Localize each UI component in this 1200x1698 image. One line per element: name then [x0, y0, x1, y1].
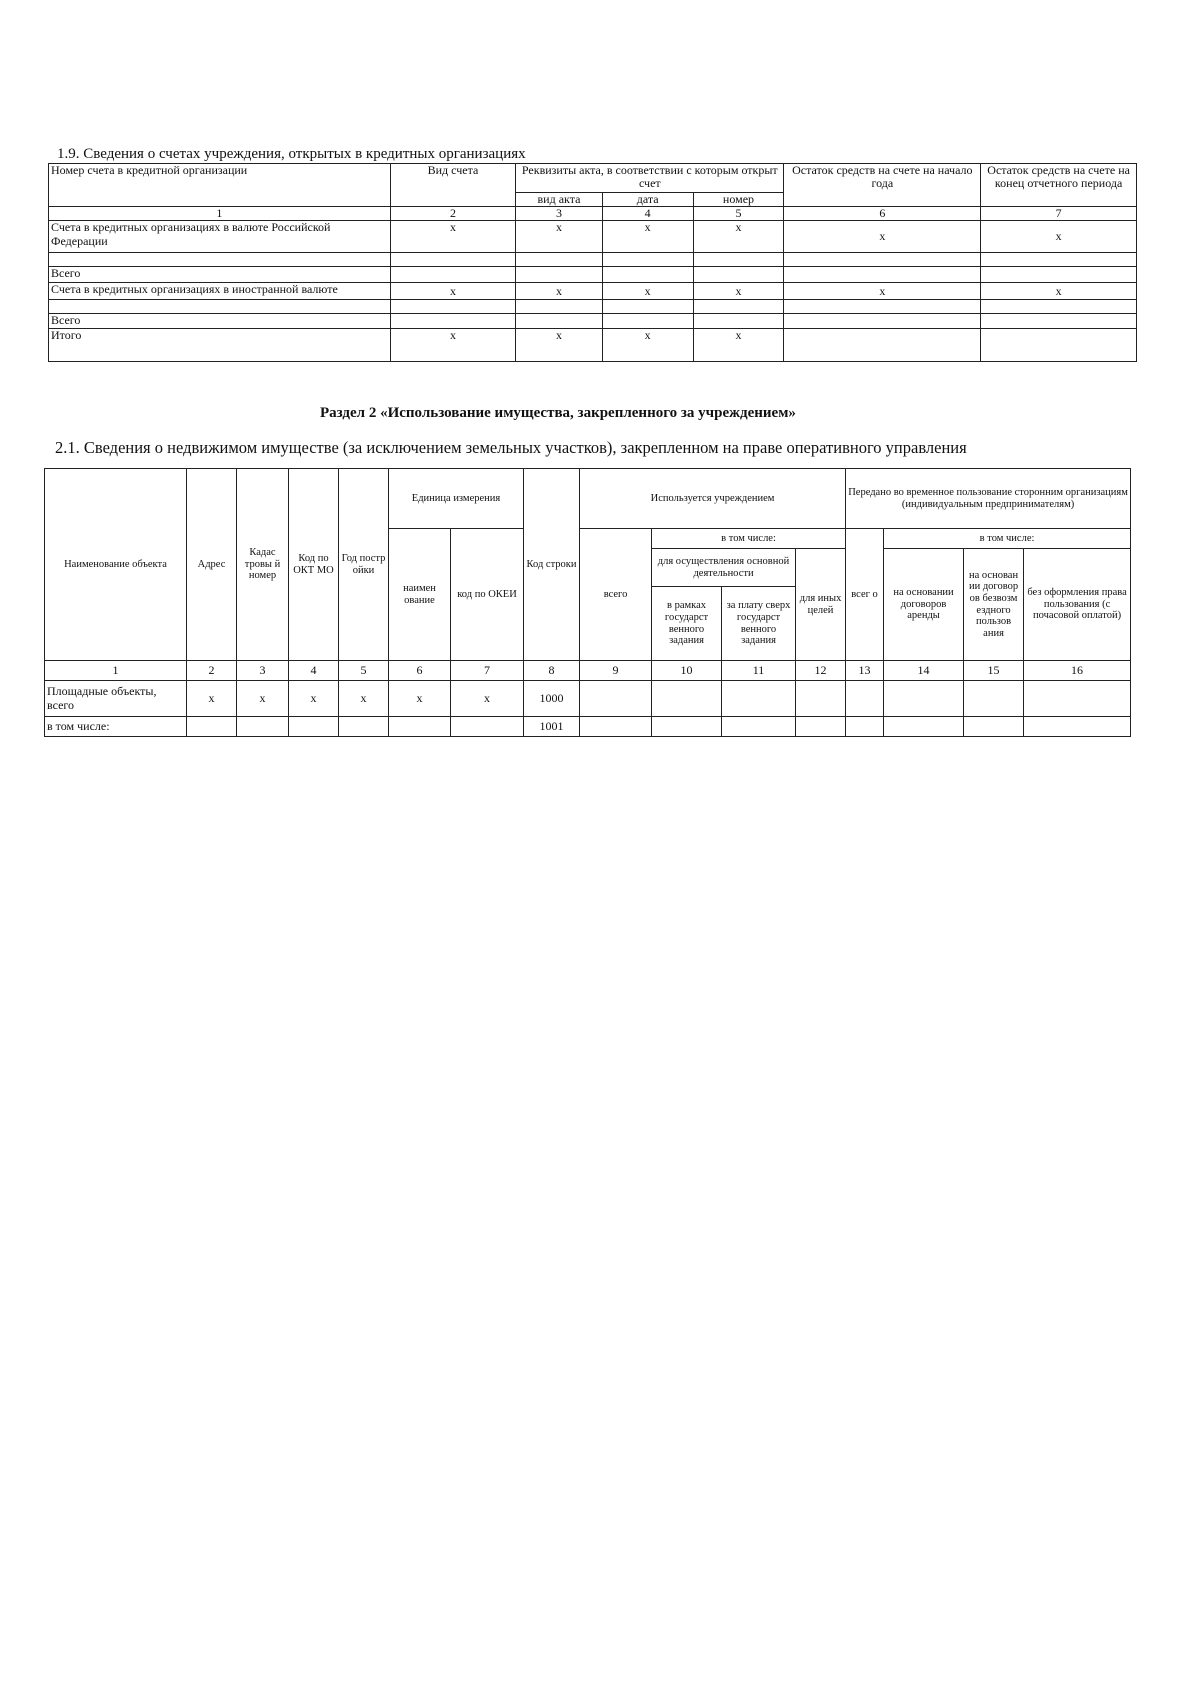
table-row [49, 329, 1137, 362]
table-cell [390, 314, 515, 329]
header-act-number: номер [693, 193, 784, 207]
row-label: Всего [49, 267, 391, 283]
header-balance-start: Остаток средств на счете на начало года [784, 164, 981, 207]
table-cell [451, 717, 524, 737]
table-cell [390, 253, 515, 267]
table-cell [1024, 717, 1131, 737]
table-cell [964, 681, 1024, 717]
column-number: 16 [1024, 661, 1131, 681]
table-cell: 1001 [524, 717, 580, 737]
header-row [45, 469, 1131, 529]
table-cell: x [339, 681, 389, 717]
table-row [45, 681, 1131, 717]
table-cell [602, 300, 693, 314]
row-label: Площадные объекты, всего [45, 681, 187, 717]
header-unit: Единица измерения [389, 469, 524, 529]
table-cell [237, 717, 289, 737]
table-cell: x [602, 283, 693, 300]
header-row [49, 164, 1137, 193]
table-cell [796, 717, 846, 737]
table-cell [784, 253, 981, 267]
column-number: 3 [237, 661, 289, 681]
table-cell: x [602, 221, 693, 253]
header-including: в том числе: [652, 529, 846, 549]
table-row [49, 221, 1137, 253]
table-cell: x [389, 681, 451, 717]
table-row [49, 283, 1137, 300]
table-cell: x [981, 283, 1137, 300]
header-row-code: Код строки [524, 469, 580, 661]
row-label: в том числе: [45, 717, 187, 737]
table-cell [390, 300, 515, 314]
table-cell: x [693, 329, 784, 362]
table-cell [289, 717, 339, 737]
header-unit-name: наимен ование [389, 529, 451, 661]
column-number: 4 [602, 207, 693, 221]
table-cell [784, 267, 981, 283]
header-year: Год постр ойки [339, 469, 389, 661]
table-cell: x [390, 221, 515, 253]
row-label: Всего [49, 314, 391, 329]
table-cell [722, 681, 796, 717]
table-cell [784, 314, 981, 329]
table-cell [784, 300, 981, 314]
header-main-activity: для осуществления основной деятельности [652, 549, 796, 587]
header-paid-over: за плату сверх государст венного задания [722, 587, 796, 661]
header-account-type: Вид счета [390, 164, 515, 207]
header-lease: на основании договоров аренды [884, 549, 964, 661]
column-number: 13 [846, 661, 884, 681]
header-act-details: Реквизиты акта, в соответствии с которым открыт счет [516, 164, 784, 193]
column-number: 5 [339, 661, 389, 681]
table-cell [580, 681, 652, 717]
column-number: 15 [964, 661, 1024, 681]
column-number: 14 [884, 661, 964, 681]
table-cell [846, 681, 884, 717]
table-cell: x [187, 681, 237, 717]
row-label: Счета в кредитных организациях в иностранной валюте [49, 283, 391, 300]
column-number: 4 [289, 661, 339, 681]
header-balance-end: Остаток средств на счете на конец отчетного периода [981, 164, 1137, 207]
header-used-total: всего [580, 529, 652, 661]
column-number: 7 [451, 661, 524, 681]
table-cell [693, 267, 784, 283]
table-row [45, 717, 1131, 737]
table-cell [981, 329, 1137, 362]
section-1-9-title: 1.9. Сведения о счетах учреждения, открытых в кредитных организациях [57, 146, 526, 162]
table-cell [602, 267, 693, 283]
column-number: 6 [389, 661, 451, 681]
row-label: Итого [49, 329, 391, 362]
table-cell [516, 314, 603, 329]
column-number: 1 [49, 207, 391, 221]
header-including-2: в том числе: [884, 529, 1131, 549]
table-cell: x [390, 329, 515, 362]
table-row [49, 253, 1137, 267]
table-cell: x [390, 283, 515, 300]
column-number: 3 [516, 207, 603, 221]
accounts-table [48, 163, 1137, 362]
column-number: 12 [796, 661, 846, 681]
table-row [49, 314, 1137, 329]
column-number: 11 [722, 661, 796, 681]
header-state-task: в рамках государст венного задания [652, 587, 722, 661]
section-2-title: Раздел 2 «Использование имущества, закрепленного за учреждением» [320, 405, 796, 421]
table-cell [652, 681, 722, 717]
header-cadastral: Кадас тровы й номер [237, 469, 289, 661]
table-cell: x [602, 329, 693, 362]
column-number: 8 [524, 661, 580, 681]
table-cell [516, 300, 603, 314]
table-cell: x [516, 283, 603, 300]
table-cell [981, 300, 1137, 314]
table-cell: x [237, 681, 289, 717]
table-cell [722, 717, 796, 737]
table-cell: x [693, 283, 784, 300]
table-cell [652, 717, 722, 737]
column-number: 2 [390, 207, 515, 221]
header-free-use: на основан ии договор ов безвозм ездного пользов ания [964, 549, 1024, 661]
table-cell: x [516, 221, 603, 253]
table-cell [693, 300, 784, 314]
table-cell [846, 717, 884, 737]
table-cell [516, 253, 603, 267]
table-cell [580, 717, 652, 737]
table-cell [1024, 681, 1131, 717]
table-cell: x [516, 329, 603, 362]
table-cell: x [784, 283, 981, 300]
table-cell: x [981, 221, 1137, 253]
header-other: для иных целей [796, 549, 846, 661]
table-cell: x [289, 681, 339, 717]
table-row [49, 300, 1137, 314]
header-act-type: вид акта [516, 193, 603, 207]
table-row [49, 267, 1137, 283]
table-cell [784, 329, 981, 362]
header-transferred: Передано во временное пользование сторонним организациям (индивидуальным предпринимателям) [846, 469, 1131, 529]
section-2-1-title: 2.1. Сведения о недвижимом имуществе (за исключением земельных участков), закрепленном на праве оперативного управления [55, 438, 967, 457]
row-label [49, 253, 391, 267]
row-label: Счета в кредитных организациях в валюте Российской Федерации [49, 221, 391, 253]
column-number: 9 [580, 661, 652, 681]
column-number-row [49, 207, 1137, 221]
table-cell [981, 314, 1137, 329]
column-number: 2 [187, 661, 237, 681]
table-cell [693, 253, 784, 267]
table-cell [187, 717, 237, 737]
table-cell [884, 717, 964, 737]
table-cell [390, 267, 515, 283]
table-cell [516, 267, 603, 283]
table-cell [964, 717, 1024, 737]
table-cell: x [693, 221, 784, 253]
table-cell [389, 717, 451, 737]
table-cell [339, 717, 389, 737]
table-cell [796, 681, 846, 717]
column-number: 7 [981, 207, 1137, 221]
table-cell [981, 267, 1137, 283]
column-number: 1 [45, 661, 187, 681]
header-no-rights: без оформления права пользования (с почасовой оплатой) [1024, 549, 1131, 661]
header-name: Наименование объекта [45, 469, 187, 661]
header-act-date: дата [602, 193, 693, 207]
table-cell [693, 314, 784, 329]
header-used: Используется учреждением [580, 469, 846, 529]
table-cell: 1000 [524, 681, 580, 717]
table-cell [884, 681, 964, 717]
header-unit-code: код по ОКЕИ [451, 529, 524, 661]
column-number: 6 [784, 207, 981, 221]
real-estate-table [44, 468, 1131, 737]
table-cell [602, 253, 693, 267]
table-cell: x [784, 221, 981, 253]
row-label [49, 300, 391, 314]
column-number: 5 [693, 207, 784, 221]
table-cell [981, 253, 1137, 267]
table-cell: x [451, 681, 524, 717]
header-address: Адрес [187, 469, 237, 661]
header-account-number: Номер счета в кредитной организации [49, 164, 391, 207]
column-number: 10 [652, 661, 722, 681]
column-number-row [45, 661, 1131, 681]
table-cell [602, 314, 693, 329]
header-transferred-total: всег о [846, 529, 884, 661]
header-oktmo: Код по ОКТ МО [289, 469, 339, 661]
